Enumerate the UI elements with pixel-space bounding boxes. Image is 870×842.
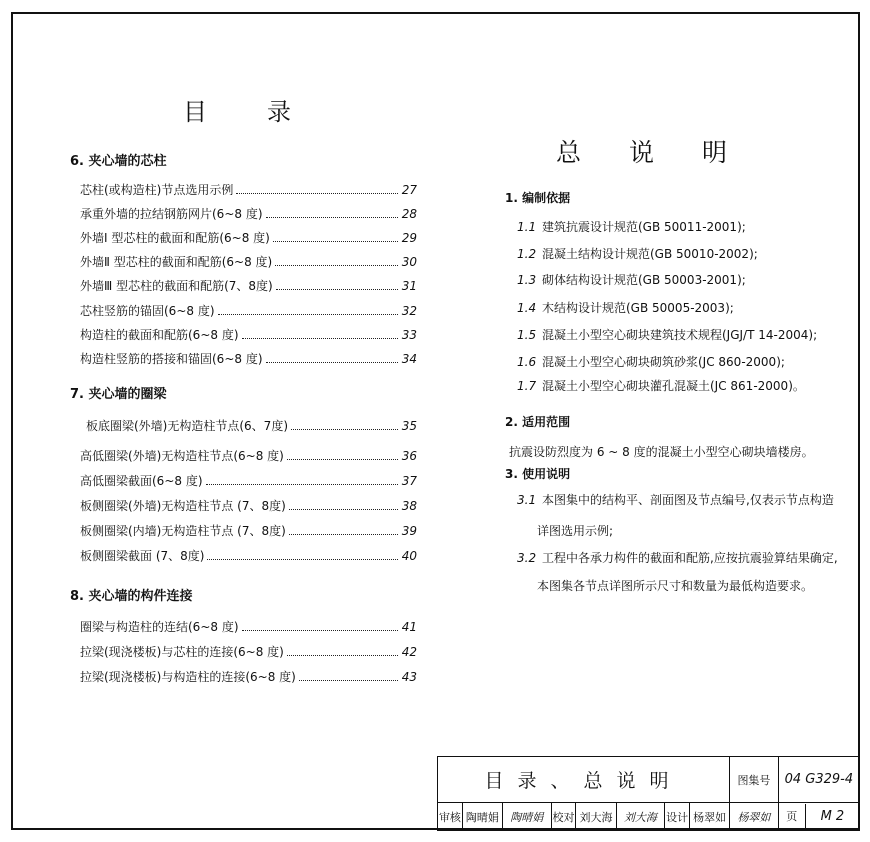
toc-entry-page: 31 <box>401 279 417 293</box>
item-number: 1.2 <box>517 247 537 261</box>
page-number: M 2 <box>820 809 845 824</box>
toc-entry-page: 38 <box>401 499 417 513</box>
toc-entry-label: 承重外墙的拉结钢筋网片(6~8 度) <box>80 207 263 221</box>
toc-entry[interactable] <box>80 277 417 294</box>
dot-leader <box>299 680 398 681</box>
toc-entry[interactable] <box>80 302 417 319</box>
item-text: 混凝土小型空心砌块灌孔混凝土(JC 861-2000)。 <box>542 379 805 393</box>
toc-entry[interactable] <box>80 181 417 198</box>
toc-entry-page: 29 <box>401 231 417 245</box>
item-text: 工程中各承力构件的截面和配筋,应按抗震验算结果确定, <box>542 551 838 565</box>
dot-leader <box>287 459 398 460</box>
toc-entry-page: 36 <box>401 449 417 463</box>
basis-item <box>517 271 746 288</box>
item-number: 3.1 <box>517 493 537 507</box>
toc-entry-page: 39 <box>401 524 417 538</box>
toc-section-heading: 7. 夹心墙的圈梁 <box>70 387 167 402</box>
toc-entry-page: 33 <box>401 328 417 342</box>
toc-entry[interactable] <box>80 447 417 464</box>
toc-entry-page: 40 <box>401 549 417 563</box>
checker-signature: 刘大海 <box>616 803 665 831</box>
section-3-1-cont: 详图选用示例; <box>537 524 614 538</box>
toc-entry-page: 41 <box>401 620 417 634</box>
dot-leader <box>206 484 398 485</box>
dot-leader <box>242 338 398 339</box>
toc-entry-label: 板侧圈梁(内墙)无构造柱节点 (7、8度) <box>80 524 286 538</box>
toc-entry[interactable] <box>80 547 417 564</box>
review-label: 审核 <box>438 803 463 831</box>
toc-entry-page: 27 <box>401 183 417 197</box>
basis-item <box>517 245 758 262</box>
check-label: 校对 <box>551 803 576 831</box>
title-block-title: 目录、总说明 <box>438 757 730 803</box>
item-number: 1.4 <box>517 301 537 315</box>
toc-entry-page: 35 <box>401 419 417 433</box>
item-text: 木结构设计规范(GB 50005-2003); <box>542 301 734 315</box>
section-2-text: 抗震设防烈度为 6 ~ 8 度的混凝土小型空心砌块墙楼房。 <box>509 445 814 459</box>
item-text: 混凝土小型空心砌块建筑技术规程(JGJ/T 14-2004); <box>542 328 818 342</box>
page-cell <box>778 803 859 831</box>
section-3-heading: 3. 使用说明 <box>505 467 571 481</box>
basis-item <box>517 326 817 343</box>
toc-entry-label: 外墙Ⅱ 型芯柱的截面和配筋(6~8 度) <box>80 255 273 269</box>
designer-name: 杨翠如 <box>690 803 730 831</box>
toc-entry-page: 43 <box>401 670 417 684</box>
toc-entry[interactable] <box>80 643 417 660</box>
toc-section-heading: 6. 夹心墙的芯柱 <box>70 154 167 169</box>
toc-entry-label: 外墙Ⅰ 型芯柱的截面和配筋(6~8 度) <box>80 231 270 245</box>
dot-leader <box>276 289 398 290</box>
toc-section-heading: 8. 夹心墙的构件连接 <box>70 589 193 604</box>
atlas-number: 04 G329-4 <box>778 757 859 803</box>
toc-entry-page: 42 <box>401 645 417 659</box>
section-3-2-cont: 本图集各节点详图所示尺寸和数量为最低构造要求。 <box>537 579 814 593</box>
atlas-label: 图集号 <box>730 757 779 803</box>
toc-entry[interactable] <box>80 472 417 489</box>
basis-item <box>517 353 785 370</box>
toc-entry[interactable] <box>80 350 417 367</box>
dot-leader <box>266 217 398 218</box>
dot-leader <box>289 509 398 510</box>
basis-item <box>517 377 805 394</box>
designer-signature: 杨翠如 <box>730 803 779 831</box>
toc-entry-label: 芯柱(或构造柱)节点选用示例 <box>80 183 234 197</box>
toc-entry[interactable] <box>80 522 417 539</box>
dot-leader <box>242 630 398 631</box>
checker-name: 刘大海 <box>576 803 616 831</box>
reviewer-name: 陶晴娟 <box>462 803 502 831</box>
toc-entry-label: 构造柱的截面和配筋(6~8 度) <box>80 328 239 342</box>
toc-entry-page: 28 <box>401 207 417 221</box>
toc-entry[interactable] <box>86 417 417 434</box>
dot-leader <box>273 241 398 242</box>
item-text: 本图集中的结构平、剖面图及节点编号,仅表示节点构造 <box>542 493 834 507</box>
page-label: 页 <box>779 804 806 830</box>
item-number: 3.2 <box>517 551 537 565</box>
dot-leader <box>207 559 398 560</box>
item-number: 1.7 <box>517 379 537 393</box>
toc-entry-label: 拉梁(现浇楼板)与构造柱的连接(6~8 度) <box>80 670 296 684</box>
dot-leader <box>218 314 398 315</box>
basis-item <box>517 218 746 235</box>
toc-entry[interactable] <box>80 326 417 343</box>
section-2-heading: 2. 适用范围 <box>505 415 571 429</box>
toc-entry[interactable] <box>80 618 417 635</box>
item-number: 1.5 <box>517 328 537 342</box>
toc-entry-label: 高低圈梁截面(6~8 度) <box>80 474 203 488</box>
toc-entry-label: 芯柱竖筋的锚固(6~8 度) <box>80 304 215 318</box>
item-number: 1.6 <box>517 355 537 369</box>
toc-entry-page: 32 <box>401 304 417 318</box>
reviewer-signature: 陶晴娟 <box>502 803 551 831</box>
toc-entry-label: 高低圈梁(外墙)无构造柱节点(6~8 度) <box>80 449 284 463</box>
section-3-1 <box>517 491 834 508</box>
item-number: 1.3 <box>517 273 537 287</box>
basis-item <box>517 299 734 316</box>
dot-leader <box>291 429 398 430</box>
general-title: 总说明 <box>556 138 776 167</box>
toc-entry[interactable] <box>80 668 417 685</box>
item-number: 1.1 <box>517 220 537 234</box>
toc-entry[interactable] <box>80 497 417 514</box>
design-label: 设计 <box>665 803 690 831</box>
toc-entry-label: 板侧圈梁(外墙)无构造柱节点 (7、8度) <box>80 499 286 513</box>
item-text: 建筑抗震设计规范(GB 50011-2001); <box>542 220 746 234</box>
toc-entry[interactable] <box>80 229 417 246</box>
section-1-heading: 1. 编制依据 <box>505 191 571 205</box>
dot-leader <box>236 193 398 194</box>
toc-entry[interactable] <box>80 253 417 270</box>
toc-entry-page: 34 <box>401 352 417 366</box>
dot-leader <box>275 265 398 266</box>
toc-entry-page: 30 <box>401 255 417 269</box>
item-text: 混凝土结构设计规范(GB 50010-2002); <box>542 247 758 261</box>
toc-entry-label: 构造柱竖筋的搭接和锚固(6~8 度) <box>80 352 263 366</box>
toc-entry-label: 板侧圈梁截面 (7、8度) <box>80 549 205 563</box>
toc-entry-label: 外墙Ⅲ 型芯柱的截面和配筋(7、8度) <box>80 279 273 293</box>
toc-title: 目录 <box>183 98 351 126</box>
dot-leader <box>289 534 398 535</box>
toc-entry-label: 拉梁(现浇楼板)与芯柱的连接(6~8 度) <box>80 645 284 659</box>
item-text: 混凝土小型空心砌块砌筑砂浆(JC 860-2000); <box>542 355 785 369</box>
item-text: 砌体结构设计规范(GB 50003-2001); <box>542 273 746 287</box>
toc-entry-label: 板底圈梁(外墙)无构造柱节点(6、7度) <box>86 419 288 433</box>
toc-entry-label: 圈梁与构造柱的连结(6~8 度) <box>80 620 239 634</box>
toc-entry-page: 37 <box>401 474 417 488</box>
section-3-2 <box>517 549 838 566</box>
toc-entry[interactable] <box>80 205 417 222</box>
dot-leader <box>287 655 398 656</box>
title-block <box>437 756 860 831</box>
dot-leader <box>266 362 398 363</box>
